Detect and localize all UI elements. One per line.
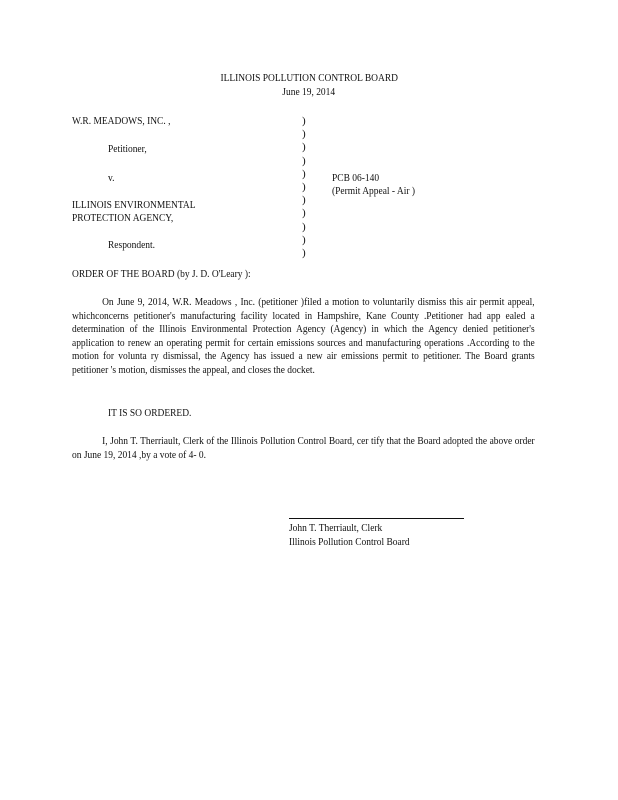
respondent-name-line1: ILLINOIS ENVIRONMENTAL: [72, 199, 196, 211]
versus-label: v.: [108, 172, 115, 184]
order-heading: ORDER OF THE BOARD (by J. D. O'Leary ):: [72, 268, 251, 280]
order-date: June 19, 2014: [282, 86, 336, 98]
certification-paragraph: I, John T. Therriault, Clerk of the Illinois Pollution Control Board, cer tify that the Board adopted the above order on June 19, 2014 ,by a vote of 4- 0.: [72, 435, 535, 461]
respondent-role: Respondent.: [108, 239, 156, 251]
case-type: (Permit Appeal - Air ): [332, 185, 416, 197]
respondent-name-line2: PROTECTION AGENCY,: [72, 212, 174, 224]
petitioner-name: W.R. MEADOWS, INC. ,: [72, 115, 171, 127]
signatory-name: John T. Therriault, Clerk: [289, 522, 383, 534]
so-ordered: IT IS SO ORDERED.: [108, 407, 192, 419]
signature-line: [289, 518, 464, 519]
petitioner-role: Petitioner,: [108, 143, 147, 155]
signatory-title: Illinois Pollution Control Board: [289, 536, 410, 548]
order-paragraph: On June 9, 2014, W.R. Meadows , Inc. (petitioner )filed a motion to voluntarily dismiss this air permit appeal, whichconcerns petitioner's manufacturing facility located in Hampshire, Kane County .Petitioner had app ealed a determination of the Illinois Environmental Protection Agency (Agency) in which the Agency denied petitioner's application to renew an operating permit for certain emissions sources and manufacturing operations .According to the motion for volunta ry dismissal, the Agency has issued a new air emissions permit to petitioner. The Board grants petitioner 's motion, dismisses the appeal, and closes the docket.: [72, 296, 535, 376]
case-number: PCB 06-140: [332, 172, 380, 184]
board-title: ILLINOIS POLLUTION CONTROL BOARD: [220, 72, 398, 84]
caption-parentheses: ) ) ) ) ) ) ) ) ) ) ): [302, 115, 306, 260]
